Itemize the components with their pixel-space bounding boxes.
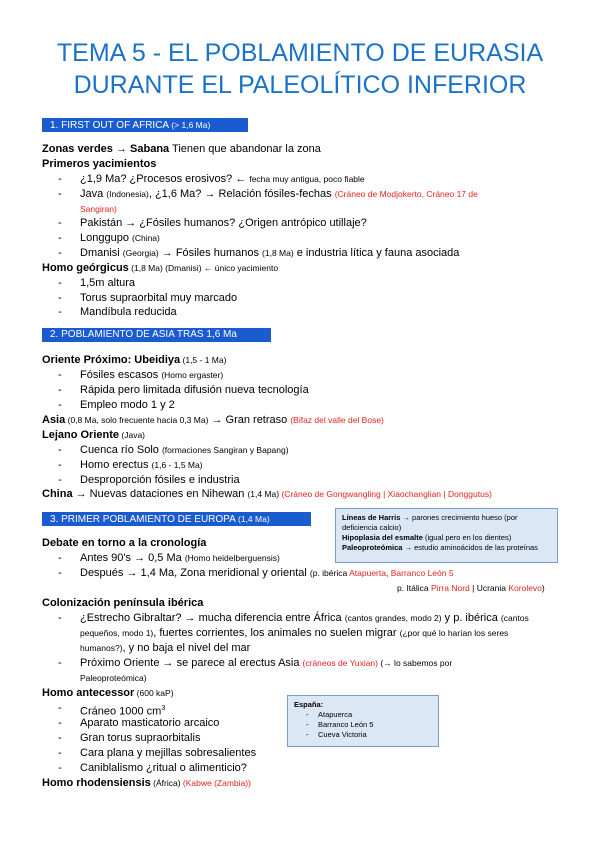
- list-item: - Desproporción fósiles e industria: [58, 474, 240, 486]
- homo-georgicus-line: Homo geórgicus (1,8 Ma) (Dmanisi) ← único yacimiento: [42, 262, 279, 274]
- list-item: - Longgupo (China): [58, 232, 160, 244]
- list-item-continuation: p. Itálica Pirra Nord | Ucrania Korolevo): [397, 583, 545, 593]
- list-item: - Mandíbula reducida: [58, 306, 177, 318]
- lejano-oriente-line: Lejano Oriente (Java): [42, 429, 146, 441]
- note-box-espana: [287, 695, 439, 747]
- list-item: - Torus supraorbital muy marcado: [58, 292, 238, 304]
- note-line: Líneas de Harris → parones crecimiento hueso (por: [342, 513, 518, 522]
- list-item: - Próximo Oriente → se parece al erectus Asia (cráneos de Yuxian) (→ lo sabemos por: [58, 657, 453, 669]
- note-line: Paleoproteómica → estudio aminoácidos de las proteínas: [342, 543, 538, 552]
- list-item: - Cuenca río Solo (formaciones Sangiran y Bapang): [58, 444, 289, 456]
- list-item: - Rápida pero limitada difusión nueva tecnología: [58, 384, 309, 396]
- list-item: - Caniblalismo ¿ritual o alimenticio?: [58, 762, 247, 774]
- title-line-1: TEMA 5 - EL POBLAMIENTO DE EURASIA: [56, 39, 544, 67]
- note-line: Hipoplasia del esmalte (igual pero en los dientes): [342, 533, 512, 542]
- zonas-verdes-line: Zonas verdes → Sabana Tienen que abandonar la zona: [42, 143, 321, 155]
- title-line-2: DURANTE EL PALEOLÍTICO INFERIOR: [73, 71, 527, 99]
- list-item: - Homo erectus (1,6 - 1,5 Ma): [58, 459, 203, 471]
- colonizacion-heading: Colonización península ibérica: [42, 597, 204, 609]
- list-item: - Aparato masticatorio arcaico: [58, 717, 220, 729]
- list-item: - Cara plana y mejillas sobresalientes: [58, 747, 257, 759]
- list-item: - ¿Estrecho Gibraltar? → mucha diferencia entre África (cantos grandes, modo 2) y p. ibérica (cantos: [58, 612, 529, 624]
- list-item: - 1,5m altura: [58, 277, 136, 289]
- section-1-heading: 1. FIRST OUT OF AFRICA (> 1,6 Ma): [42, 118, 248, 132]
- list-item-continuation: Sangiran): [80, 204, 117, 214]
- list-item: - Dmanisi (Georgia) → Fósiles humanos (1,8 Ma) e industria lítica y fauna asociada: [58, 247, 460, 259]
- section-3-heading: 3. PRIMER POBLAMIENTO DE EUROPA (1,4 Ma): [42, 512, 311, 526]
- list-item: - Empleo modo 1 y 2: [58, 399, 175, 411]
- list-item: - Java (Indonesia), ¿1,6 Ma? → Relación fósiles-fechas (Cráneo de Modjokerto, Cráneo 17 de: [58, 188, 478, 200]
- section-2-heading: 2. POBLAMIENTO DE ASIA TRAS 1,6 Ma: [42, 328, 271, 342]
- list-item: - Cueva Victoria: [306, 730, 367, 739]
- list-item: - Después → 1,4 Ma, Zona meridional y oriental (p. ibérica Atapuerta, Barranco León 5: [58, 567, 454, 579]
- list-item: - ¿1,9 Ma? ¿Procesos erosivos? ← fecha muy antigua, poco fiable: [58, 173, 365, 185]
- list-item-continuation: humanos?), y no baja el nivel del mar: [80, 642, 251, 654]
- list-item-continuation: Paleoproteómica): [80, 673, 147, 683]
- list-item: - Pakistán → ¿Fósiles humanos? ¿Origen antrópico utillaje?: [58, 217, 367, 229]
- note-box-title: España:: [294, 700, 324, 709]
- list-item: - Antes 90's → 0,5 Ma (Homo heidelberguensis): [58, 552, 280, 564]
- list-item: - Cráneo 1000 $cm^3$: [58, 702, 166, 718]
- list-item-continuation: pequeños, modo 1), fuertes corrientes, los animales no suelen migrar (¿por qué lo harían los seres: [80, 627, 509, 639]
- note-box-harris: [335, 508, 558, 563]
- list-item: - Atapuerca: [306, 710, 353, 719]
- oriente-proximo-line: Oriente Próximo: Ubeidiya (1,5 - 1 Ma): [42, 354, 227, 366]
- note-line: deficiencia calcio): [342, 523, 402, 532]
- debate-heading: Debate en torno a la cronología: [42, 537, 207, 549]
- homo-rhodensiensis-line: Homo rhodensiensis (África) (Kabwe (Zambia)): [42, 777, 251, 789]
- china-line: China → Nuevas dataciones en Nihewan (1,4 Ma) (Cráneo de Gongwangling | Xiaochanglian | Donggutus): [42, 488, 492, 500]
- list-item: - Barranco León 5: [306, 720, 374, 729]
- list-item: - Fósiles escasos (Homo ergaster): [58, 369, 224, 381]
- list-item: - Gran torus supraorbitalis: [58, 732, 201, 744]
- primeros-yacimientos-heading: Primeros yacimientos: [42, 158, 157, 170]
- asia-line: Asia (0,8 Ma, solo frecuente hacia 0,3 Ma) → Gran retraso (Bifaz del valle del Bose): [42, 414, 384, 426]
- homo-antecessor-line: Homo antecessor (600 kaP): [42, 687, 174, 699]
